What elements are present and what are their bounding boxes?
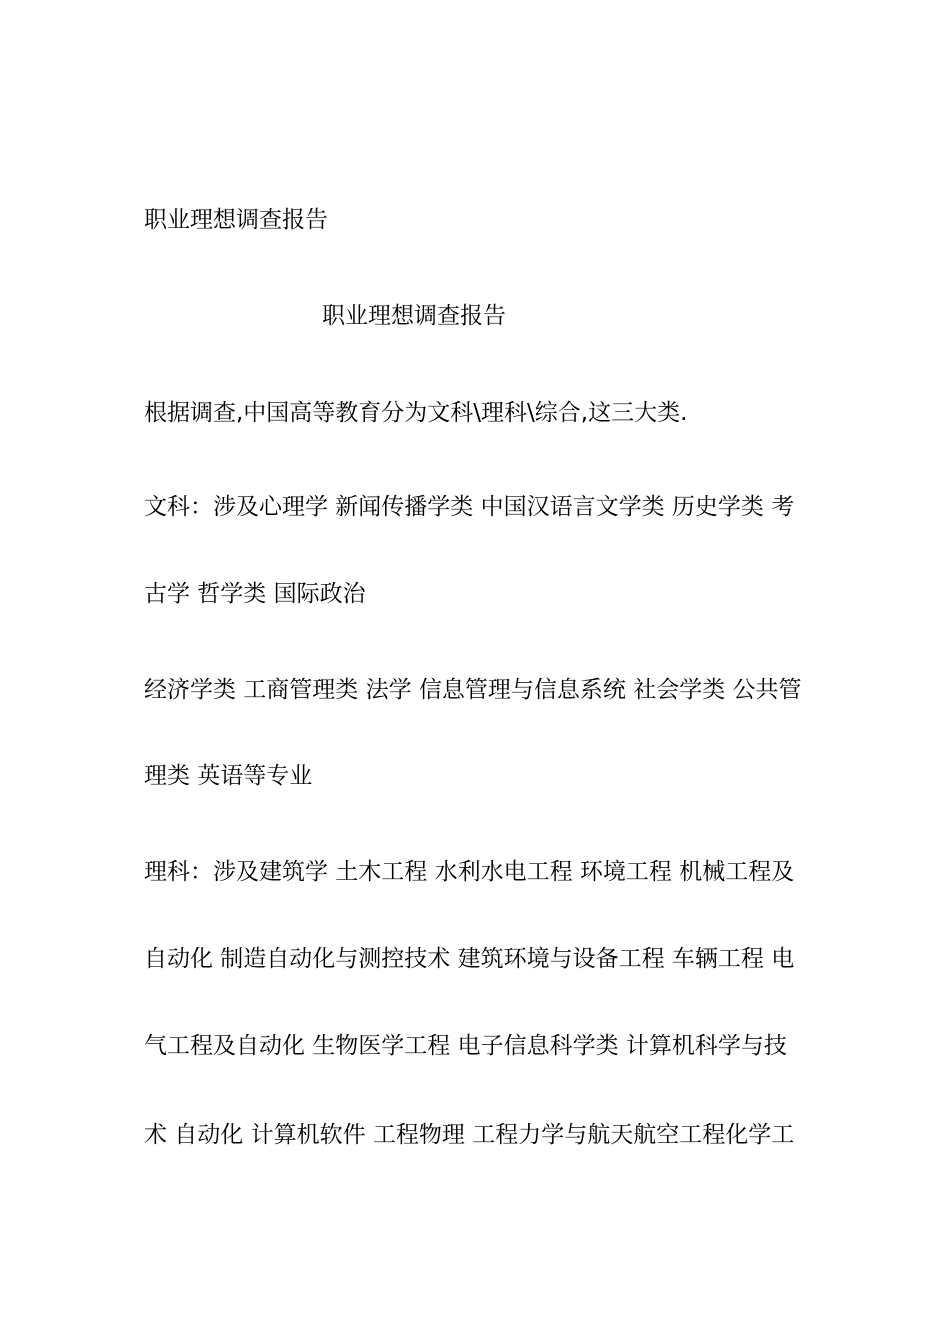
body-line-liberal-arts-2: 古学 哲学类 国际政治: [144, 581, 366, 607]
document-title: 职业理想调查报告: [322, 303, 506, 329]
document-header: 职业理想调查报告: [144, 207, 328, 233]
body-line-liberal-arts-3: 经济学类 工商管理类 法学 信息管理与信息系统 社会学类 公共管: [144, 677, 802, 703]
body-line-science-3: 气工程及自动化 生物医学工程 电子信息科学类 计算机科学与技: [144, 1033, 787, 1059]
body-line-liberal-arts-4: 理类 英语等专业: [144, 763, 313, 789]
body-line-liberal-arts-1: 文科：涉及心理学 新闻传播学类 中国汉语言文学类 历史学类 考: [144, 494, 795, 520]
body-line-science-1: 理科：涉及建筑学 土木工程 水利水电工程 环境工程 机械工程及: [144, 859, 795, 885]
body-line-intro: 根据调查,中国高等教育分为文科\理科\综合,这三大类.: [144, 400, 688, 426]
body-line-science-4: 术 自动化 计算机软件 工程物理 工程力学与航天航空工程化学工: [144, 1122, 795, 1148]
body-line-science-2: 自动化 制造自动化与测控技术 建筑环境与设备工程 车辆工程 电: [144, 946, 795, 972]
